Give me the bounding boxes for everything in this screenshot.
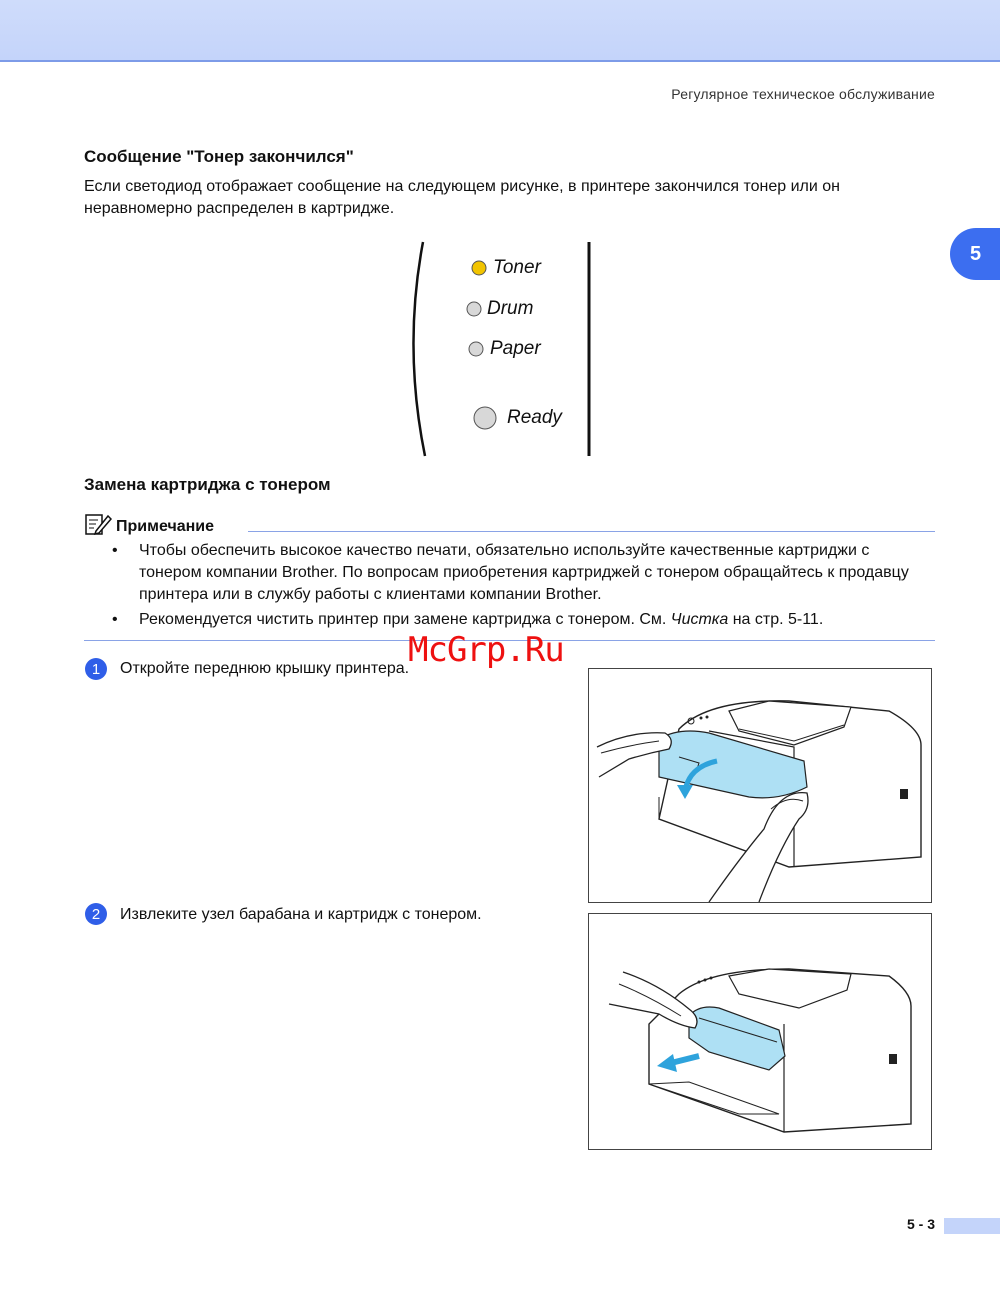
step-number-2: 2 [85,903,107,925]
note-title: Примечание [116,518,215,535]
printer-remove-drum-illustration [589,914,931,1149]
note-text: Чтобы обеспечить высокое качество печати, обязательно используйте качественные картриджи с тонером компании Brother. По вопросам приобретения картриджей с тонером обращайтесь к продавцу принтера или в службу работы с клиентами компании Brother. [139,542,909,603]
cleaning-link[interactable]: Чистка [670,611,729,628]
led-panel-figure [405,240,605,460]
printer-open-cover-illustration [589,669,931,902]
step-number-1: 1 [85,658,107,680]
figure-remove-drum [588,913,932,1150]
toner-led-label: Toner [493,257,541,278]
note-item [110,609,935,631]
bullet: • [112,542,118,559]
running-header: Регулярное техническое обслуживание [671,86,935,102]
toner-led-icon [472,261,486,275]
note-text-before: Рекомендуется чистить принтер при замене картриджа с тонером. См. [139,611,671,628]
page-tab [944,1218,1000,1234]
page-number: 5 - 3 [906,1216,935,1232]
note-header [84,512,935,536]
step-text-1: Откройте переднюю крышку принтера. [120,660,410,677]
chapter-tab [950,228,1000,280]
section-heading-toner-empty: Сообщение "Тонер закончился" [84,147,354,166]
ready-led-label: Ready [507,407,562,428]
header-band [0,0,1000,62]
bullet: • [112,611,118,628]
ready-led-icon [474,407,496,429]
section-heading-replace-toner: Замена картриджа с тонером [84,475,331,494]
chapter-number: 5 [970,242,982,265]
note-text-after: на стр. 5-11. [728,611,824,628]
paper-led-icon [469,342,483,356]
watermark: McGrp.Ru [408,630,564,670]
toner-empty-description: Если светодиод отображает сообщение на следующем рисунке, в принтере закончился тонер или он неравномерно распределен в картридже. [84,178,840,217]
paper-led-label: Paper [490,338,541,359]
note-divider [248,531,935,532]
note-list [110,540,935,634]
note-pencil-icon [84,512,112,536]
figure-open-front-cover [588,668,932,903]
drum-led-icon [467,302,481,316]
note-item [110,540,935,606]
step-text-2: Извлеките узел барабана и картридж с тонером. [120,906,482,923]
drum-led-label: Drum [487,298,534,319]
